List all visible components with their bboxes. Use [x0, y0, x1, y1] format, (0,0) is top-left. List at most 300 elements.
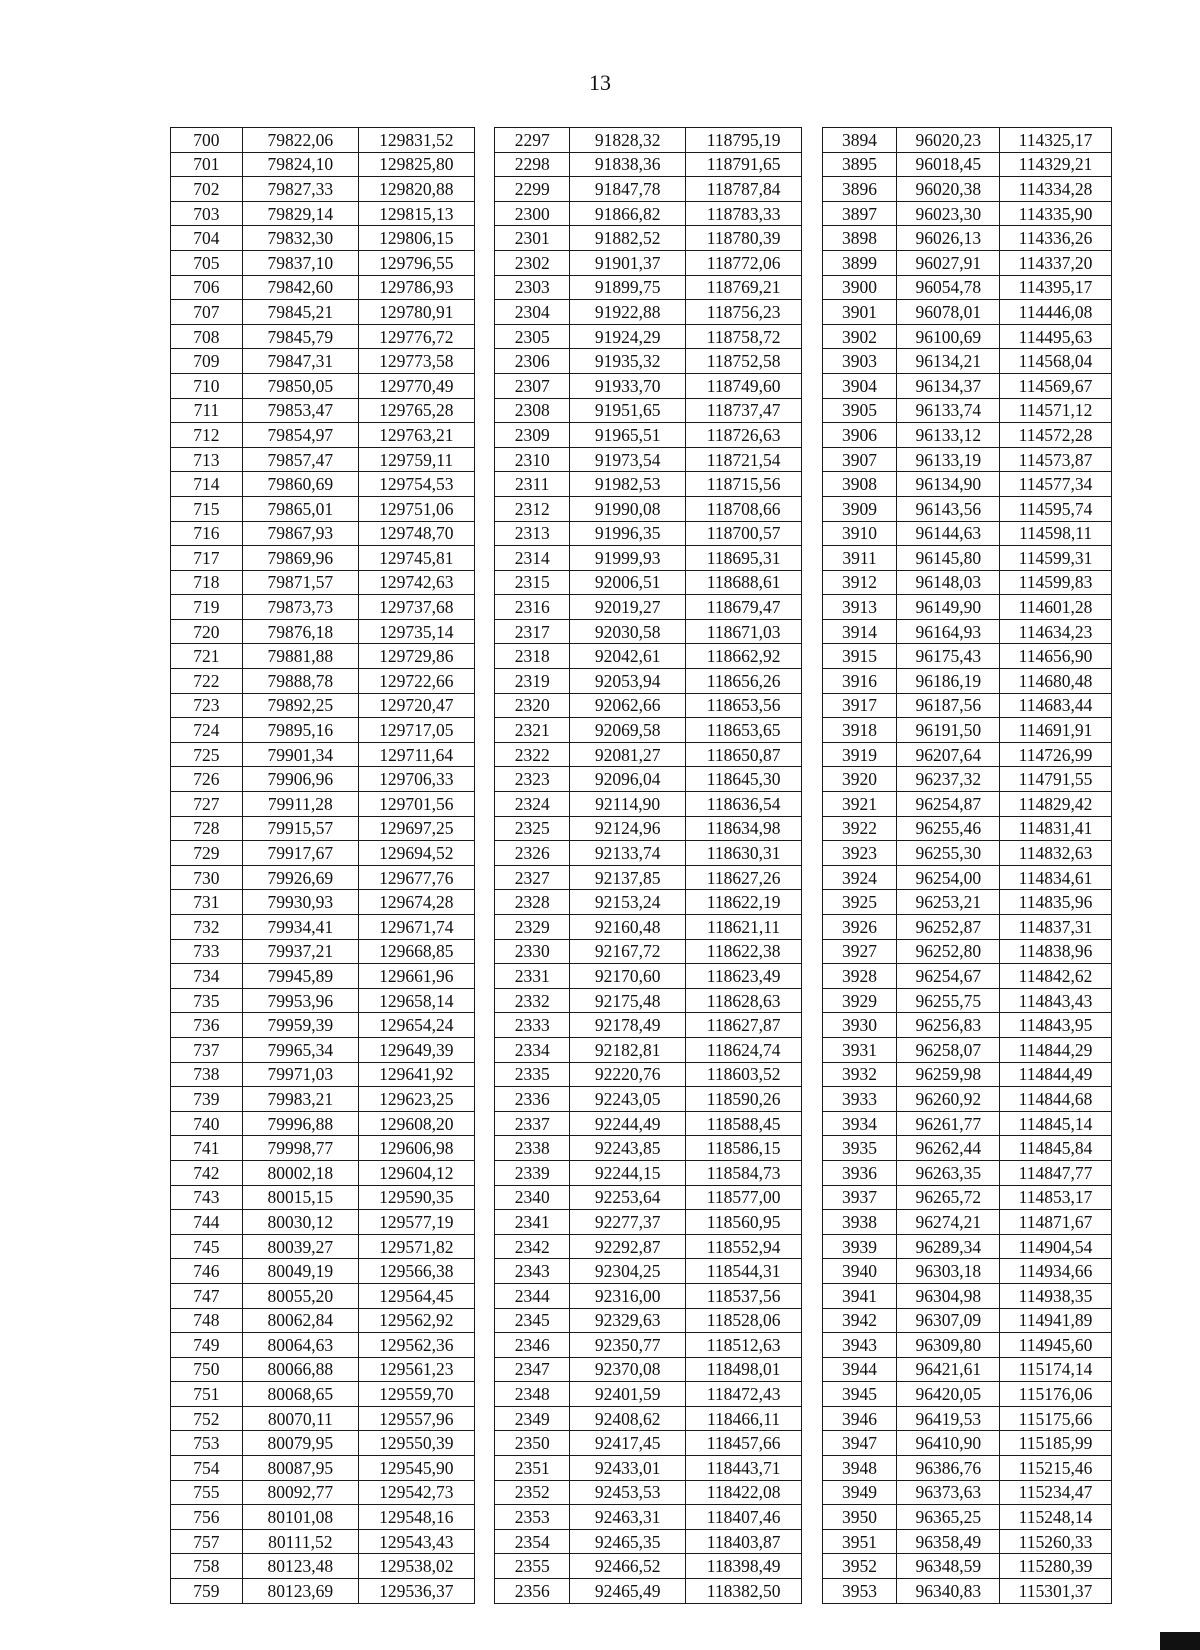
- y-coordinate-cell: 118715,56: [686, 472, 802, 497]
- x-coordinate-cell: 96149,90: [897, 595, 1000, 620]
- y-coordinate-cell: 114601,28: [1000, 595, 1112, 620]
- x-coordinate-cell: 96373,63: [897, 1480, 1000, 1505]
- y-coordinate-cell: 118627,87: [686, 1013, 802, 1038]
- column-group-separator: [474, 1062, 495, 1087]
- x-coordinate-cell: 79857,47: [242, 447, 358, 472]
- x-coordinate-cell: 92463,31: [570, 1505, 686, 1530]
- table-row: [171, 988, 1112, 1013]
- y-coordinate-cell: 114844,29: [1000, 1037, 1112, 1062]
- x-coordinate-cell: 91990,08: [570, 496, 686, 521]
- column-group-separator: [802, 669, 823, 694]
- x-coordinate-cell: 79837,10: [242, 250, 358, 275]
- point-number-cell: 739: [171, 1087, 243, 1112]
- x-coordinate-cell: 96078,01: [897, 300, 1000, 325]
- x-coordinate-cell: 96145,80: [897, 546, 1000, 571]
- x-coordinate-cell: 96100,69: [897, 324, 1000, 349]
- x-coordinate-cell: 92244,49: [570, 1111, 686, 1136]
- point-number-cell: 748: [171, 1308, 243, 1333]
- column-group-separator: [474, 201, 495, 226]
- y-coordinate-cell: 129735,14: [358, 619, 474, 644]
- y-coordinate-cell: 129668,85: [358, 939, 474, 964]
- column-group-separator: [474, 1529, 495, 1554]
- column-group-separator: [802, 324, 823, 349]
- y-coordinate-cell: 118498,01: [686, 1357, 802, 1382]
- point-number-cell: 703: [171, 201, 243, 226]
- x-coordinate-cell: 80039,27: [242, 1234, 358, 1259]
- x-coordinate-cell: 92350,77: [570, 1333, 686, 1358]
- y-coordinate-cell: 118780,39: [686, 226, 802, 251]
- point-number-cell: 2316: [495, 595, 570, 620]
- table-row: [171, 349, 1112, 374]
- column-group-separator: [802, 915, 823, 940]
- y-coordinate-cell: 115260,33: [1000, 1529, 1112, 1554]
- point-number-cell: 3933: [822, 1087, 897, 1112]
- point-number-cell: 2352: [495, 1480, 570, 1505]
- point-number-cell: 2304: [495, 300, 570, 325]
- y-coordinate-cell: 114577,34: [1000, 472, 1112, 497]
- x-coordinate-cell: 96148,03: [897, 570, 1000, 595]
- column-group-separator: [802, 201, 823, 226]
- y-coordinate-cell: 129559,70: [358, 1382, 474, 1407]
- column-group-separator: [474, 250, 495, 275]
- y-coordinate-cell: 129815,13: [358, 201, 474, 226]
- point-number-cell: 2333: [495, 1013, 570, 1038]
- y-coordinate-cell: 118622,19: [686, 890, 802, 915]
- column-group-separator: [474, 398, 495, 423]
- y-coordinate-cell: 118382,50: [686, 1579, 802, 1604]
- x-coordinate-cell: 79829,14: [242, 201, 358, 226]
- x-coordinate-cell: 79901,34: [242, 742, 358, 767]
- y-coordinate-cell: 115176,06: [1000, 1382, 1112, 1407]
- y-coordinate-cell: 129677,76: [358, 865, 474, 890]
- y-coordinate-cell: 129654,24: [358, 1013, 474, 1038]
- point-number-cell: 2310: [495, 447, 570, 472]
- table-row: [171, 693, 1112, 718]
- y-coordinate-cell: 115185,99: [1000, 1431, 1112, 1456]
- y-coordinate-cell: 118603,52: [686, 1062, 802, 1087]
- point-number-cell: 3938: [822, 1210, 897, 1235]
- x-coordinate-cell: 92006,51: [570, 570, 686, 595]
- x-coordinate-cell: 96386,76: [897, 1456, 1000, 1481]
- point-number-cell: 755: [171, 1480, 243, 1505]
- point-number-cell: 709: [171, 349, 243, 374]
- column-group-separator: [802, 300, 823, 325]
- y-coordinate-cell: 114572,28: [1000, 423, 1112, 448]
- x-coordinate-cell: 96265,72: [897, 1185, 1000, 1210]
- y-coordinate-cell: 129561,23: [358, 1357, 474, 1382]
- x-coordinate-cell: 80055,20: [242, 1283, 358, 1308]
- x-coordinate-cell: 96133,19: [897, 447, 1000, 472]
- x-coordinate-cell: 96018,45: [897, 152, 1000, 177]
- column-group-separator: [802, 1283, 823, 1308]
- y-coordinate-cell: 114683,44: [1000, 693, 1112, 718]
- y-coordinate-cell: 118472,43: [686, 1382, 802, 1407]
- y-coordinate-cell: 114844,49: [1000, 1062, 1112, 1087]
- x-coordinate-cell: 79998,77: [242, 1136, 358, 1161]
- y-coordinate-cell: 118528,06: [686, 1308, 802, 1333]
- x-coordinate-cell: 91965,51: [570, 423, 686, 448]
- point-number-cell: 3943: [822, 1333, 897, 1358]
- column-group-separator: [474, 742, 495, 767]
- x-coordinate-cell: 96207,64: [897, 742, 1000, 767]
- column-group-separator: [802, 1554, 823, 1579]
- x-coordinate-cell: 96260,92: [897, 1087, 1000, 1112]
- y-coordinate-cell: 129763,21: [358, 423, 474, 448]
- table-row: [171, 1480, 1112, 1505]
- column-group-separator: [474, 423, 495, 448]
- y-coordinate-cell: 115248,14: [1000, 1505, 1112, 1530]
- point-number-cell: 2308: [495, 398, 570, 423]
- y-coordinate-cell: 118708,66: [686, 496, 802, 521]
- y-coordinate-cell: 129545,90: [358, 1456, 474, 1481]
- point-number-cell: 746: [171, 1259, 243, 1284]
- x-coordinate-cell: 96358,49: [897, 1529, 1000, 1554]
- table-row: [171, 619, 1112, 644]
- point-number-cell: 704: [171, 226, 243, 251]
- point-number-cell: 732: [171, 915, 243, 940]
- point-number-cell: 756: [171, 1505, 243, 1530]
- column-group-separator: [802, 1234, 823, 1259]
- y-coordinate-cell: 129694,52: [358, 841, 474, 866]
- point-number-cell: 3951: [822, 1529, 897, 1554]
- point-number-cell: 3915: [822, 644, 897, 669]
- point-number-cell: 2348: [495, 1382, 570, 1407]
- x-coordinate-cell: 92433,01: [570, 1456, 686, 1481]
- column-group-separator: [802, 644, 823, 669]
- y-coordinate-cell: 118688,61: [686, 570, 802, 595]
- table-row: [171, 964, 1112, 989]
- x-coordinate-cell: 96304,98: [897, 1283, 1000, 1308]
- x-coordinate-cell: 91922,88: [570, 300, 686, 325]
- y-coordinate-cell: 118787,84: [686, 177, 802, 202]
- table-row: [171, 742, 1112, 767]
- x-coordinate-cell: 79965,34: [242, 1037, 358, 1062]
- y-coordinate-cell: 129722,66: [358, 669, 474, 694]
- column-group-separator: [802, 742, 823, 767]
- y-coordinate-cell: 129590,35: [358, 1185, 474, 1210]
- y-coordinate-cell: 129538,02: [358, 1554, 474, 1579]
- y-coordinate-cell: 114831,41: [1000, 816, 1112, 841]
- x-coordinate-cell: 80101,08: [242, 1505, 358, 1530]
- y-coordinate-cell: 115234,47: [1000, 1480, 1112, 1505]
- x-coordinate-cell: 96419,53: [897, 1406, 1000, 1431]
- table-row: [171, 1062, 1112, 1087]
- x-coordinate-cell: 79845,21: [242, 300, 358, 325]
- x-coordinate-cell: 92133,74: [570, 841, 686, 866]
- y-coordinate-cell: 118772,06: [686, 250, 802, 275]
- point-number-cell: 3934: [822, 1111, 897, 1136]
- y-coordinate-cell: 129701,56: [358, 792, 474, 817]
- column-group-separator: [802, 1037, 823, 1062]
- table-row: [171, 1160, 1112, 1185]
- table-row: [171, 1283, 1112, 1308]
- point-number-cell: 3921: [822, 792, 897, 817]
- x-coordinate-cell: 91996,35: [570, 521, 686, 546]
- point-number-cell: 3916: [822, 669, 897, 694]
- column-group-separator: [474, 349, 495, 374]
- point-number-cell: 2320: [495, 693, 570, 718]
- y-coordinate-cell: 114945,60: [1000, 1333, 1112, 1358]
- x-coordinate-cell: 79926,69: [242, 865, 358, 890]
- table-row: [171, 521, 1112, 546]
- point-number-cell: 3894: [822, 128, 897, 153]
- y-coordinate-cell: 118560,95: [686, 1210, 802, 1235]
- point-number-cell: 750: [171, 1357, 243, 1382]
- point-number-cell: 3912: [822, 570, 897, 595]
- y-coordinate-cell: 129557,96: [358, 1406, 474, 1431]
- y-coordinate-cell: 114845,84: [1000, 1136, 1112, 1161]
- x-coordinate-cell: 96133,12: [897, 423, 1000, 448]
- column-group-separator: [802, 275, 823, 300]
- y-coordinate-cell: 115174,14: [1000, 1357, 1112, 1382]
- x-coordinate-cell: 79842,60: [242, 275, 358, 300]
- y-coordinate-cell: 118537,56: [686, 1283, 802, 1308]
- column-group-separator: [802, 1013, 823, 1038]
- column-group-separator: [802, 1333, 823, 1358]
- column-group-separator: [474, 1259, 495, 1284]
- y-coordinate-cell: 118443,71: [686, 1456, 802, 1481]
- column-group-separator: [474, 988, 495, 1013]
- point-number-cell: 3905: [822, 398, 897, 423]
- point-number-cell: 751: [171, 1382, 243, 1407]
- x-coordinate-cell: 96023,30: [897, 201, 1000, 226]
- x-coordinate-cell: 79937,21: [242, 939, 358, 964]
- point-number-cell: 734: [171, 964, 243, 989]
- column-group-separator: [802, 1308, 823, 1333]
- y-coordinate-cell: 114845,14: [1000, 1111, 1112, 1136]
- y-coordinate-cell: 114569,67: [1000, 373, 1112, 398]
- column-group-separator: [474, 447, 495, 472]
- point-number-cell: 3953: [822, 1579, 897, 1604]
- y-coordinate-cell: 118749,60: [686, 373, 802, 398]
- point-number-cell: 3910: [822, 521, 897, 546]
- y-coordinate-cell: 129566,38: [358, 1259, 474, 1284]
- y-coordinate-cell: 118645,30: [686, 767, 802, 792]
- x-coordinate-cell: 80015,15: [242, 1185, 358, 1210]
- y-coordinate-cell: 114842,62: [1000, 964, 1112, 989]
- column-group-separator: [802, 546, 823, 571]
- y-coordinate-cell: 114495,63: [1000, 324, 1112, 349]
- point-number-cell: 713: [171, 447, 243, 472]
- point-number-cell: 727: [171, 792, 243, 817]
- x-coordinate-cell: 79876,18: [242, 619, 358, 644]
- x-coordinate-cell: 92370,08: [570, 1357, 686, 1382]
- column-group-separator: [474, 1283, 495, 1308]
- column-group-separator: [474, 1210, 495, 1235]
- column-group-separator: [802, 423, 823, 448]
- x-coordinate-cell: 92465,35: [570, 1529, 686, 1554]
- point-number-cell: 2319: [495, 669, 570, 694]
- point-number-cell: 2302: [495, 250, 570, 275]
- page-edge-mark: [1160, 1632, 1200, 1650]
- point-number-cell: 2343: [495, 1259, 570, 1284]
- y-coordinate-cell: 114334,28: [1000, 177, 1112, 202]
- column-group-separator: [474, 693, 495, 718]
- table-row: [171, 1579, 1112, 1604]
- y-coordinate-cell: 129745,81: [358, 546, 474, 571]
- table-row: [171, 128, 1112, 153]
- table-row: [171, 669, 1112, 694]
- x-coordinate-cell: 96237,32: [897, 767, 1000, 792]
- point-number-cell: 720: [171, 619, 243, 644]
- x-coordinate-cell: 79854,97: [242, 423, 358, 448]
- point-number-cell: 736: [171, 1013, 243, 1038]
- x-coordinate-cell: 96026,13: [897, 226, 1000, 251]
- column-group-separator: [802, 841, 823, 866]
- x-coordinate-cell: 79881,88: [242, 644, 358, 669]
- y-coordinate-cell: 118650,87: [686, 742, 802, 767]
- y-coordinate-cell: 129658,14: [358, 988, 474, 1013]
- point-number-cell: 752: [171, 1406, 243, 1431]
- point-number-cell: 2326: [495, 841, 570, 866]
- point-number-cell: 2323: [495, 767, 570, 792]
- x-coordinate-cell: 80066,88: [242, 1357, 358, 1382]
- column-group-separator: [802, 767, 823, 792]
- y-coordinate-cell: 118623,49: [686, 964, 802, 989]
- column-group-separator: [474, 1136, 495, 1161]
- column-group-separator: [474, 964, 495, 989]
- table-row: [171, 570, 1112, 595]
- y-coordinate-cell: 118588,45: [686, 1111, 802, 1136]
- column-group-separator: [802, 939, 823, 964]
- point-number-cell: 2341: [495, 1210, 570, 1235]
- point-number-cell: 2325: [495, 816, 570, 841]
- table-row: [171, 915, 1112, 940]
- x-coordinate-cell: 79934,41: [242, 915, 358, 940]
- point-number-cell: 3946: [822, 1406, 897, 1431]
- table-row: [171, 546, 1112, 571]
- point-number-cell: 745: [171, 1234, 243, 1259]
- point-number-cell: 3918: [822, 718, 897, 743]
- point-number-cell: 3929: [822, 988, 897, 1013]
- y-coordinate-cell: 129754,53: [358, 472, 474, 497]
- column-group-separator: [802, 1160, 823, 1185]
- point-number-cell: 718: [171, 570, 243, 595]
- point-number-cell: 2337: [495, 1111, 570, 1136]
- column-group-separator: [802, 570, 823, 595]
- y-coordinate-cell: 114832,63: [1000, 841, 1112, 866]
- x-coordinate-cell: 80002,18: [242, 1160, 358, 1185]
- y-coordinate-cell: 114844,68: [1000, 1087, 1112, 1112]
- x-coordinate-cell: 79892,25: [242, 693, 358, 718]
- x-coordinate-cell: 80123,69: [242, 1579, 358, 1604]
- y-coordinate-cell: 114726,99: [1000, 742, 1112, 767]
- x-coordinate-cell: 92137,85: [570, 865, 686, 890]
- table-row: [171, 841, 1112, 866]
- point-number-cell: 3924: [822, 865, 897, 890]
- y-coordinate-cell: 129608,20: [358, 1111, 474, 1136]
- y-coordinate-cell: 129786,93: [358, 275, 474, 300]
- point-number-cell: 3898: [822, 226, 897, 251]
- point-number-cell: 3909: [822, 496, 897, 521]
- x-coordinate-cell: 80064,63: [242, 1333, 358, 1358]
- table-row: [171, 1333, 1112, 1358]
- x-coordinate-cell: 80079,95: [242, 1431, 358, 1456]
- x-coordinate-cell: 91973,54: [570, 447, 686, 472]
- x-coordinate-cell: 96134,37: [897, 373, 1000, 398]
- y-coordinate-cell: 129737,68: [358, 595, 474, 620]
- point-number-cell: 740: [171, 1111, 243, 1136]
- y-coordinate-cell: 129623,25: [358, 1087, 474, 1112]
- table-row: [171, 1456, 1112, 1481]
- point-number-cell: 2306: [495, 349, 570, 374]
- point-number-cell: 733: [171, 939, 243, 964]
- x-coordinate-cell: 92401,59: [570, 1382, 686, 1407]
- x-coordinate-cell: 92453,53: [570, 1480, 686, 1505]
- point-number-cell: 2301: [495, 226, 570, 251]
- y-coordinate-cell: 114571,12: [1000, 398, 1112, 423]
- x-coordinate-cell: 96307,09: [897, 1308, 1000, 1333]
- point-number-cell: 2342: [495, 1234, 570, 1259]
- x-coordinate-cell: 79930,93: [242, 890, 358, 915]
- column-group-separator: [474, 1013, 495, 1038]
- x-coordinate-cell: 96303,18: [897, 1259, 1000, 1284]
- x-coordinate-cell: 96134,90: [897, 472, 1000, 497]
- point-number-cell: 721: [171, 644, 243, 669]
- point-number-cell: 2305: [495, 324, 570, 349]
- x-coordinate-cell: 92244,15: [570, 1160, 686, 1185]
- column-group-separator: [474, 1087, 495, 1112]
- column-group-separator: [474, 1554, 495, 1579]
- point-number-cell: 3902: [822, 324, 897, 349]
- x-coordinate-cell: 92096,04: [570, 767, 686, 792]
- x-coordinate-cell: 96309,80: [897, 1333, 1000, 1358]
- x-coordinate-cell: 96259,98: [897, 1062, 1000, 1087]
- y-coordinate-cell: 129806,15: [358, 226, 474, 251]
- point-number-cell: 723: [171, 693, 243, 718]
- point-number-cell: 3941: [822, 1283, 897, 1308]
- point-number-cell: 2334: [495, 1037, 570, 1062]
- point-number-cell: 702: [171, 177, 243, 202]
- point-number-cell: 3920: [822, 767, 897, 792]
- x-coordinate-cell: 96020,23: [897, 128, 1000, 153]
- y-coordinate-cell: 118791,65: [686, 152, 802, 177]
- y-coordinate-cell: 129720,47: [358, 693, 474, 718]
- x-coordinate-cell: 92114,90: [570, 792, 686, 817]
- column-group-separator: [474, 128, 495, 153]
- table-row: [171, 1529, 1112, 1554]
- y-coordinate-cell: 114656,90: [1000, 644, 1112, 669]
- y-coordinate-cell: 118628,63: [686, 988, 802, 1013]
- y-coordinate-cell: 129742,63: [358, 570, 474, 595]
- x-coordinate-cell: 91933,70: [570, 373, 686, 398]
- point-number-cell: 705: [171, 250, 243, 275]
- x-coordinate-cell: 96274,21: [897, 1210, 1000, 1235]
- point-number-cell: 2338: [495, 1136, 570, 1161]
- column-group-separator: [474, 1308, 495, 1333]
- point-number-cell: 753: [171, 1431, 243, 1456]
- y-coordinate-cell: 114325,17: [1000, 128, 1112, 153]
- point-number-cell: 730: [171, 865, 243, 890]
- y-coordinate-cell: 115175,66: [1000, 1406, 1112, 1431]
- point-number-cell: 3935: [822, 1136, 897, 1161]
- table-row: [171, 423, 1112, 448]
- column-group-separator: [802, 1382, 823, 1407]
- x-coordinate-cell: 96187,56: [897, 693, 1000, 718]
- table-row: [171, 816, 1112, 841]
- x-coordinate-cell: 92175,48: [570, 988, 686, 1013]
- y-coordinate-cell: 114871,67: [1000, 1210, 1112, 1235]
- y-coordinate-cell: 129543,43: [358, 1529, 474, 1554]
- column-group-separator: [802, 226, 823, 251]
- point-number-cell: 3926: [822, 915, 897, 940]
- point-number-cell: 3904: [822, 373, 897, 398]
- y-coordinate-cell: 118512,63: [686, 1333, 802, 1358]
- table-row: [171, 595, 1112, 620]
- column-group-separator: [802, 1136, 823, 1161]
- x-coordinate-cell: 79895,16: [242, 718, 358, 743]
- y-coordinate-cell: 114680,48: [1000, 669, 1112, 694]
